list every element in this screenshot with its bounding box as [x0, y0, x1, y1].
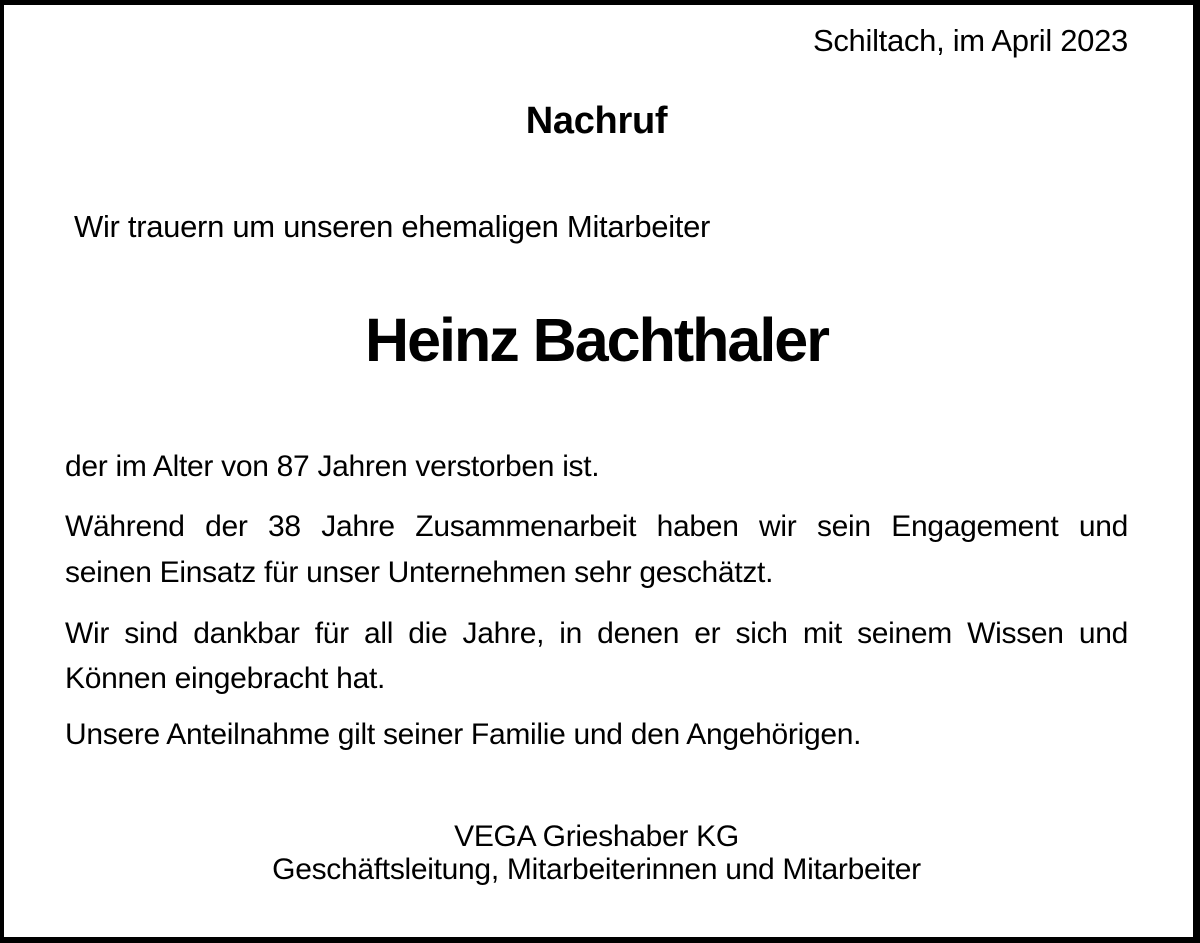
paragraph-cooperation-line-1: Während der 38 Jahre Zusammenarbeit haben wir sein Engagement und: [65, 510, 1128, 543]
paragraph-gratitude-line-1: Wir sind dankbar für all die Jahre, in denen er sich mit seinem Wissen und: [65, 617, 1128, 650]
intro-line: Wir trauern um unseren ehemaligen Mitarbeiter: [74, 209, 711, 244]
page-title: Nachruf: [525, 100, 668, 142]
paragraph-condolence: Unsere Anteilnahme gilt seiner Familie und den Angehörigen.: [65, 718, 862, 751]
deceased-name: Heinz Bachthaler: [365, 306, 828, 374]
paragraph-cooperation-line-2: seinen Einsatz für unser Unternehmen sehr geschätzt.: [65, 556, 774, 589]
signature-signers: Geschäftsleitung, Mitarbeiterinnen und Mitarbeiter: [272, 853, 921, 886]
dateline: Schiltach, im April 2023: [812, 23, 1128, 58]
paragraph-gratitude-line-2: Können eingebracht hat.: [65, 662, 386, 695]
signature-company: VEGA Grieshaber KG: [454, 820, 739, 853]
signature-block: [65, 820, 1128, 886]
paragraph-age: der im Alter von 87 Jahren verstorben ist.: [65, 450, 600, 483]
